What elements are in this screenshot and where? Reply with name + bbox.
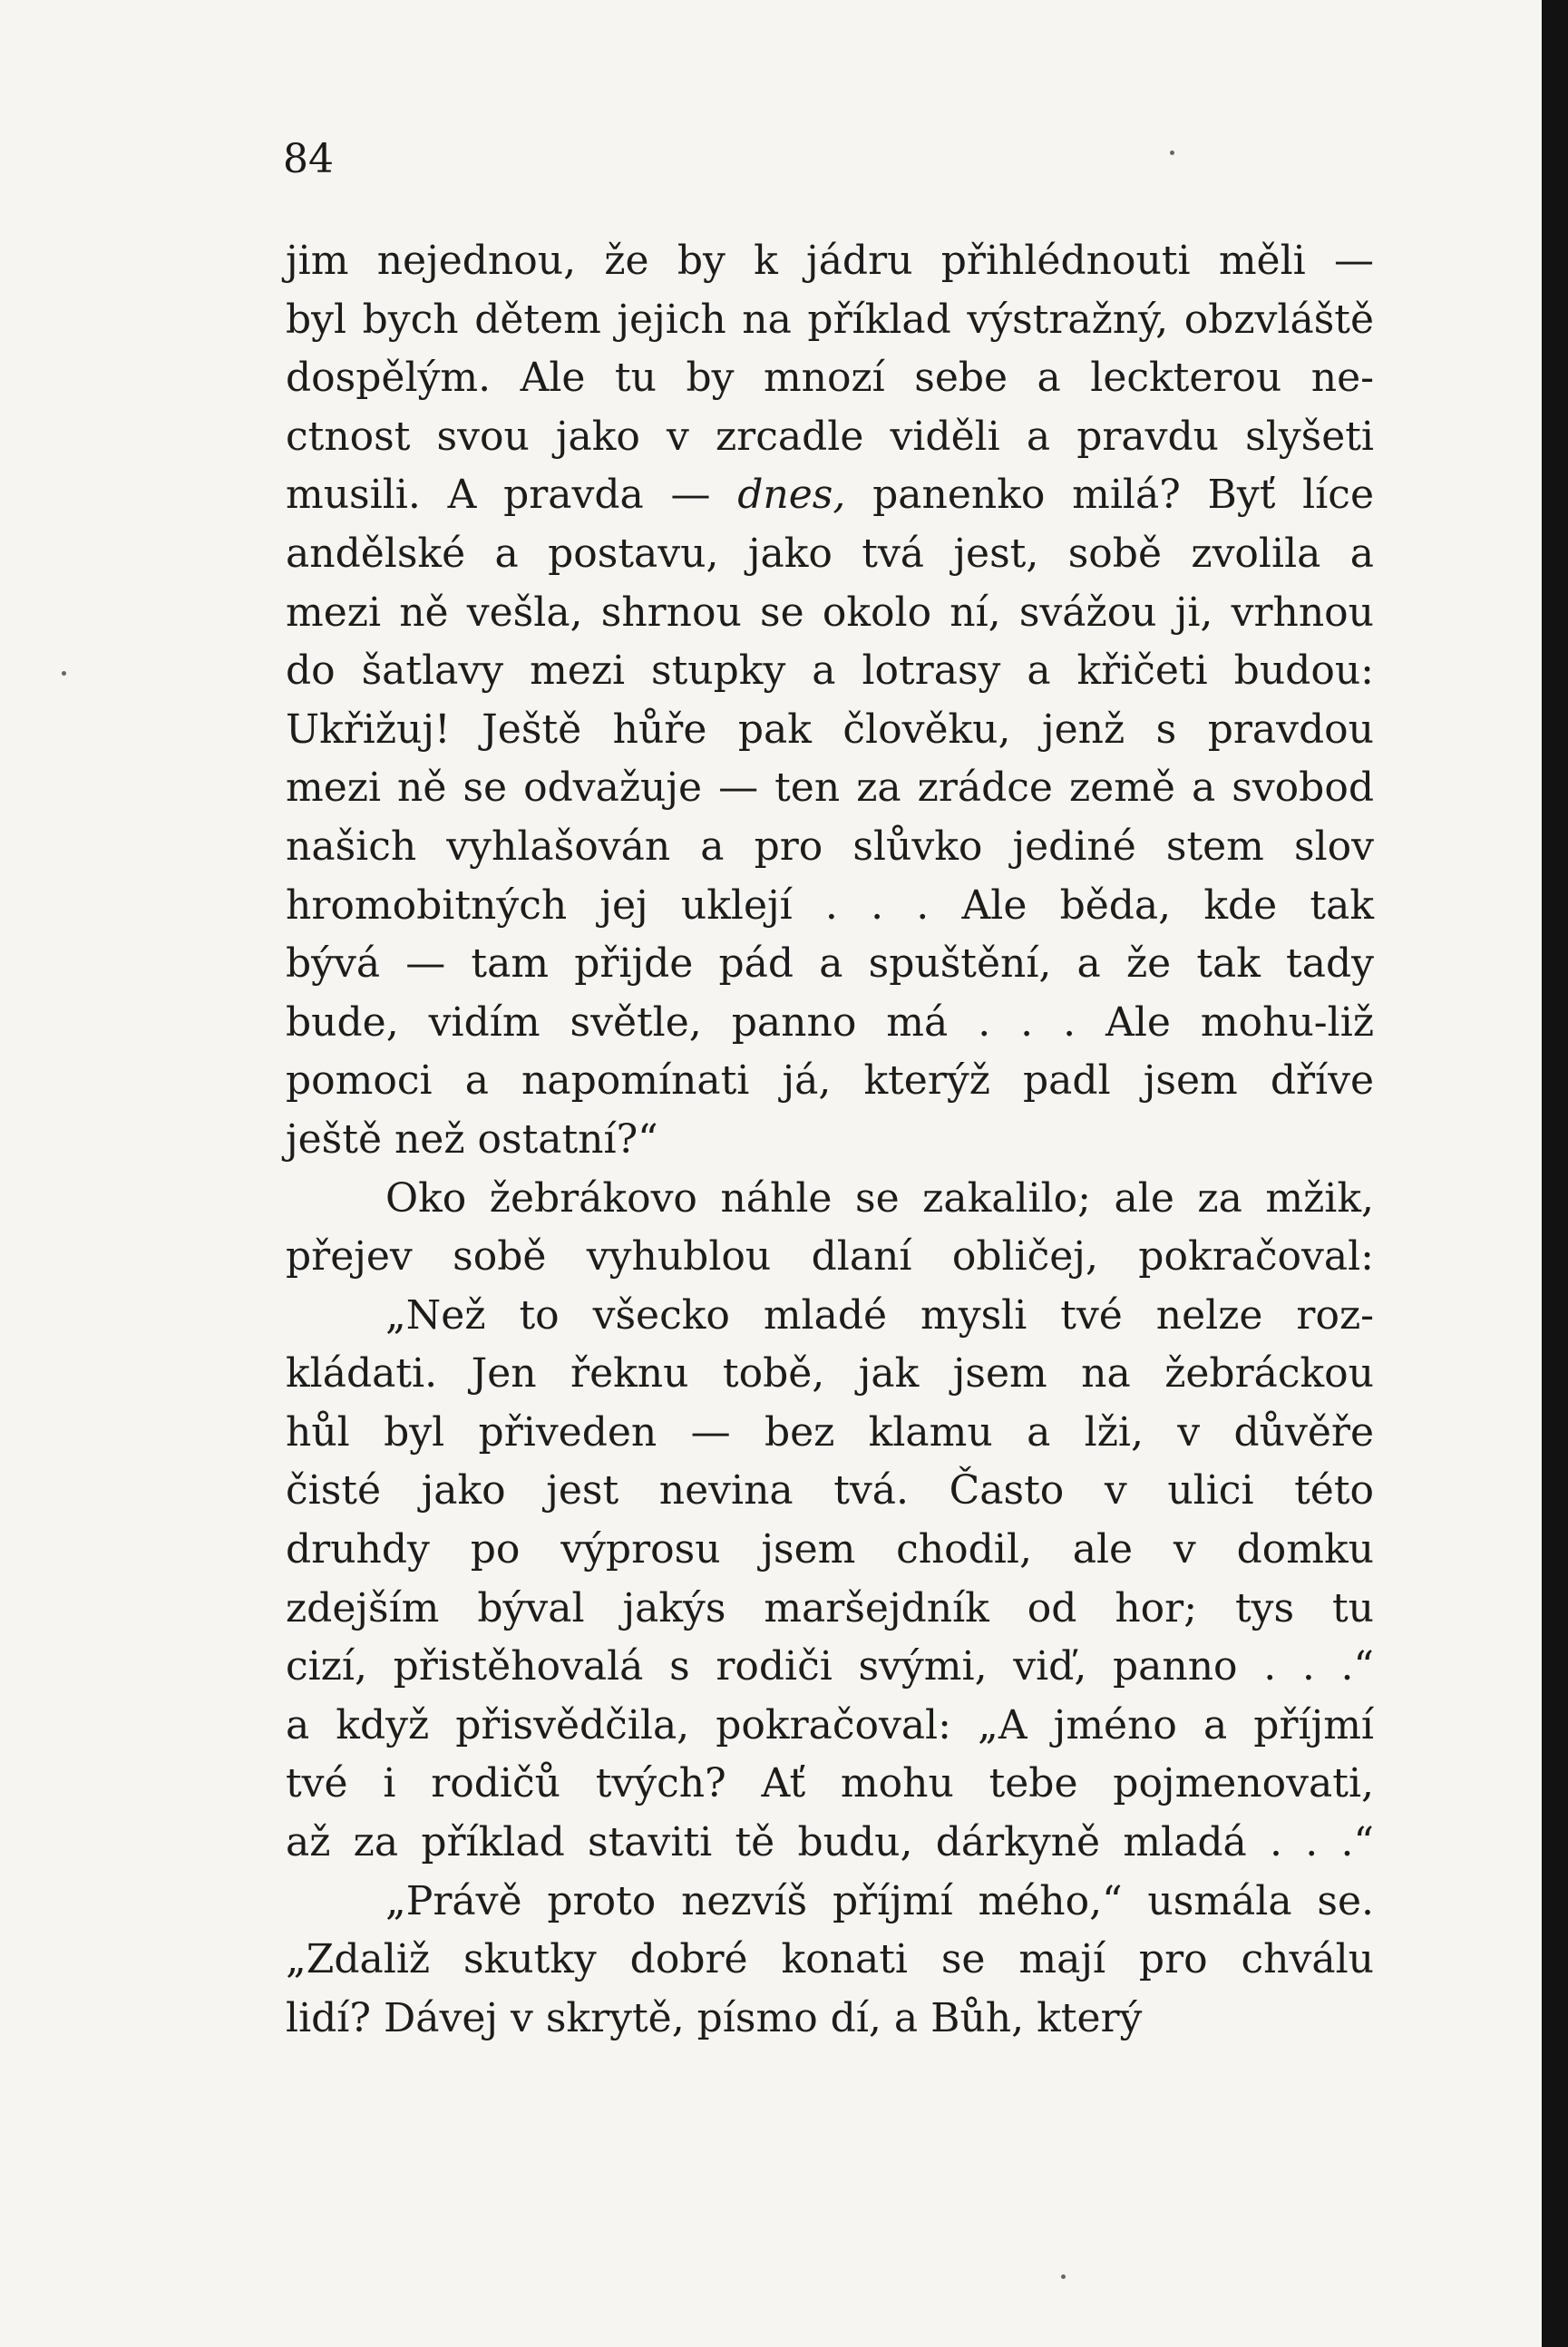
- text-line: [286, 1111, 1374, 1170]
- text-line: [286, 1052, 1374, 1111]
- text-run: panenko milá? Byť líce: [845, 472, 1374, 519]
- text-run: Ukřižuj! Ještě hůře pak člověku, jenž s pravdou: [286, 706, 1374, 753]
- text-run: mezi ně vešla, shrnou se okolo ní, svážou ji, vrhnou: [286, 589, 1374, 636]
- text-run: zdejším býval jakýs maršejdník od hor; tys tu: [286, 1584, 1374, 1631]
- text-run: andělské a postavu, jako tvá jest, sobě zvolila a: [286, 530, 1374, 577]
- text-run: přejev sobě vyhublou dlaní obličej, pokračoval:: [286, 1233, 1374, 1281]
- text-run: „Zdaliž skutky dobré konati se mají pro chválu: [286, 1936, 1374, 1983]
- text-run: až za příklad staviti tě budu, dárkyně mladá . . .“: [286, 1819, 1374, 1866]
- text-line: [286, 1521, 1374, 1580]
- text-line: [286, 1697, 1374, 1756]
- text-run: tvé i rodičů tvých? Ať mohu tebe pojmenovati,: [286, 1760, 1374, 1807]
- text-line: [286, 525, 1374, 584]
- scan-speck: [1170, 151, 1174, 155]
- text-run: hromobitných jej uklejí . . . Ale běda, kde tak: [286, 881, 1374, 929]
- text-run: ještě než ostatní?“: [286, 1115, 658, 1163]
- text-line: [286, 1404, 1374, 1463]
- text-line: [286, 701, 1374, 760]
- text-line: [286, 1345, 1374, 1404]
- text-run: dospělým. Ale tu by mnozí sebe a leckterou ne-: [286, 355, 1374, 402]
- text-line: [286, 935, 1374, 994]
- text-run: a když přisvědčila, pokračoval: „A jméno a příjmí: [286, 1701, 1374, 1748]
- text-run: byl bych dětem jejich na příklad výstražný, obzvláště: [286, 296, 1374, 343]
- scan-speck: [1061, 2274, 1066, 2279]
- body-text: [286, 232, 1374, 2048]
- text-line: [286, 1814, 1374, 1873]
- text-run: našich vyhlašován a pro slůvko jediné stem slov: [286, 823, 1374, 870]
- text-run: druhdy po výprosu jsem chodil, ale v domku: [286, 1526, 1374, 1573]
- text-line: [286, 1931, 1374, 1990]
- text-line: [286, 408, 1374, 467]
- page-number: 84: [283, 136, 334, 182]
- text-line: [286, 759, 1374, 818]
- text-run: mezi ně se odvažuje — ten za zrádce země a svobod: [286, 764, 1374, 812]
- text-line: [286, 1228, 1374, 1287]
- text-line: [286, 1287, 1374, 1346]
- text-run: bývá — tam přijde pád a spuštění, a že tak tady: [286, 940, 1374, 988]
- text-line: [286, 584, 1374, 643]
- text-run: „Než to všecko mladé mysli tvé nelze roz-: [385, 1291, 1374, 1339]
- text-line: [286, 466, 1374, 525]
- text-run: bude, vidím světle, panno má . . . Ale mohu-liž: [286, 998, 1374, 1046]
- scan-edge: [1542, 0, 1568, 2347]
- scan-speck: [62, 671, 66, 676]
- text-line: [286, 1873, 1374, 1932]
- text-line: [286, 994, 1374, 1053]
- text-line: [286, 1755, 1374, 1814]
- text-run: lidí? Dávej v skrytě, písmo dí, a Bůh, který: [286, 1994, 1143, 2041]
- text-run: pomoci a napomínati já, kterýž padl jsem dříve: [286, 1057, 1374, 1105]
- text-line: [286, 1462, 1374, 1521]
- text-line: [286, 818, 1374, 877]
- text-run: Oko žebrákovo náhle se zakalilo; ale za mžik,: [385, 1174, 1374, 1222]
- text-run: hůl byl přiveden — bez klamu a lži, v důvěře: [286, 1408, 1374, 1456]
- text-line: [286, 349, 1374, 408]
- text-line: [286, 1638, 1374, 1697]
- text-run: do šatlavy mezi stupky a lotrasy a křičeti budou:: [286, 648, 1374, 695]
- text-run: musili. A pravda —: [286, 472, 738, 519]
- text-run: ctnost svou jako v zrcadle viděli a pravdu slyšeti: [286, 413, 1374, 460]
- text-line: [286, 1170, 1374, 1229]
- text-run: „Právě proto nezvíš příjmí mého,“ usmála se.: [385, 1877, 1374, 1924]
- text-line: [286, 232, 1374, 291]
- text-run: čisté jako jest nevina tvá. Často v ulici této: [286, 1467, 1374, 1514]
- text-line: [286, 1990, 1374, 2049]
- text-line: [286, 877, 1374, 936]
- text-run: cizí, přistěhovalá s rodiči svými, viď, panno . . .“: [286, 1643, 1374, 1690]
- emphasized-word: dnes,: [737, 472, 846, 519]
- text-line: [286, 291, 1374, 350]
- text-line: [286, 1580, 1374, 1639]
- text-line: [286, 642, 1374, 701]
- text-run: kládati. Jen řeknu tobě, jak jsem na žebráckou: [286, 1350, 1374, 1397]
- text-run: jim nejednou, že by k jádru přihlédnouti měli —: [286, 238, 1374, 284]
